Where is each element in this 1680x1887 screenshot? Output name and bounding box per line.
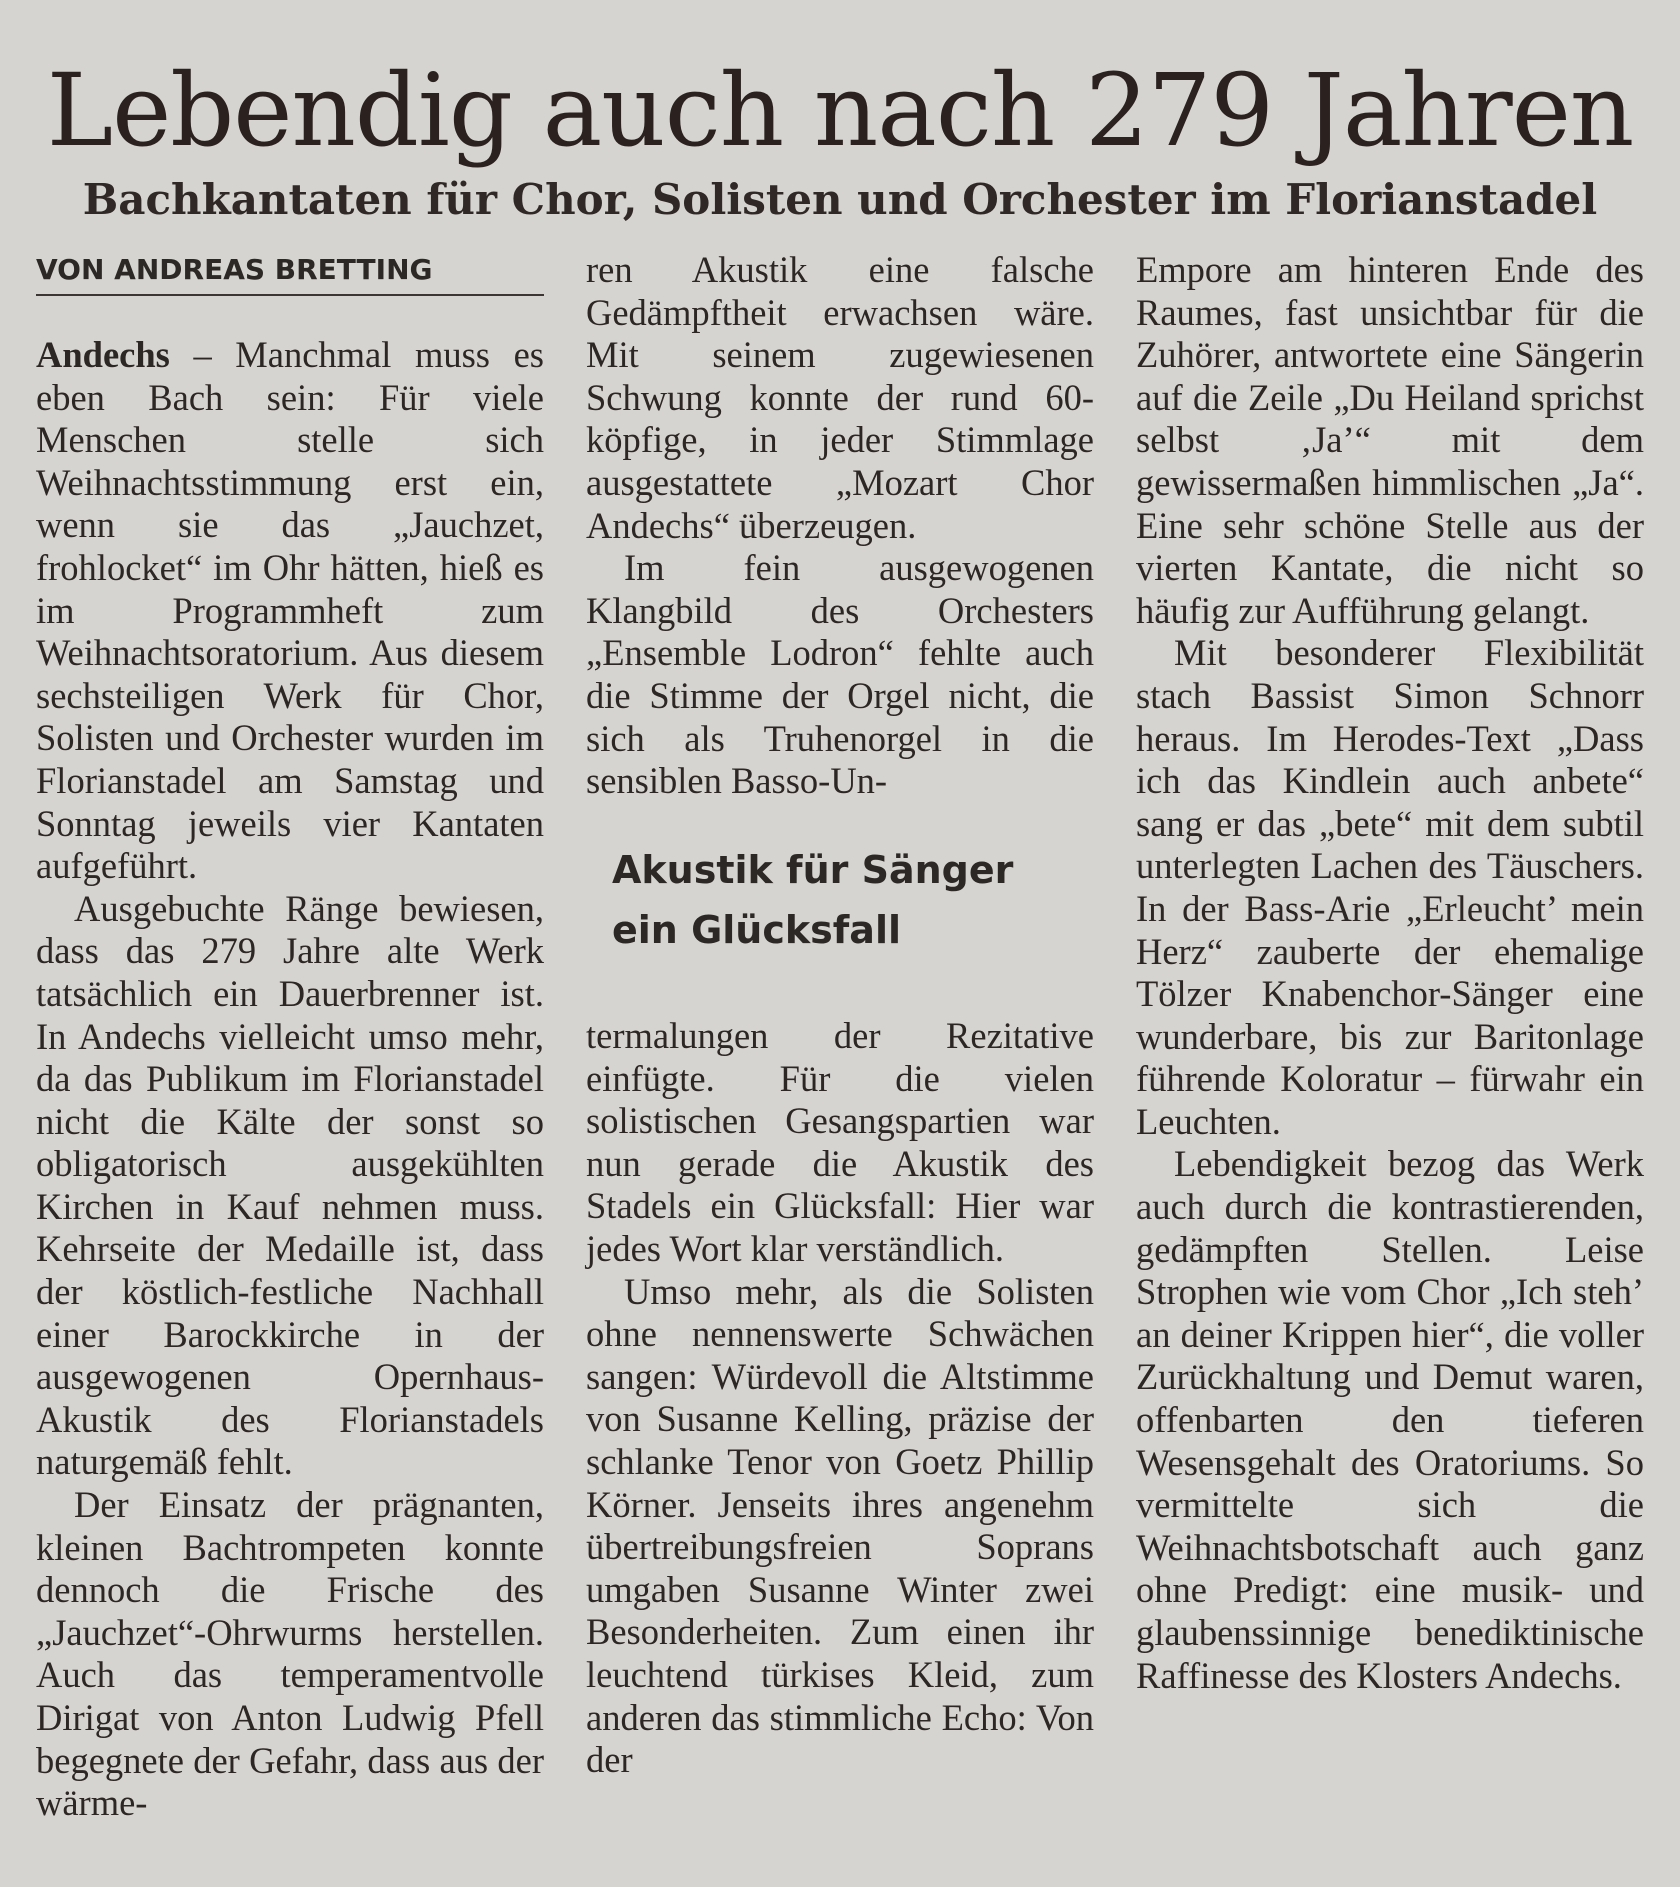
article-subheadline: Bachkantaten für Chor, Solisten und Orchester im Florianstadel	[82, 175, 1598, 224]
column-3	[1136, 249, 1644, 1697]
article-headline: Lebendig auch nach 279 Jahren	[46, 52, 1634, 169]
paragraph: Der Einsatz der prägnanten, kleinen Bachtrompeten konnte dennoch die Frische des „Jauchzet“-Ohrwurms herstellen. Auch das temperamentvolle Dirigat von Anton Ludwig Pfell begegnete der Gefahr, dass aus der wärme-	[36, 1484, 544, 1824]
paragraph	[36, 334, 544, 888]
paragraph: Im fein ausgewogenen Klangbild des Orchesters „Ensemble Lodron“ fehlte auch die Stimme der Orgel nicht, die sich als Truhenorgel in die sensiblen Basso-Un-	[586, 547, 1094, 802]
column-2-top	[586, 249, 1094, 803]
paragraph: Lebendigkeit bezog das Werk auch durch die kontrastierenden, gedämpften Stellen. Leise Strophen wie vom Chor „Ich steh’ an deiner Krippen hier“, die voller Zurückhaltung und Demut waren, offenbarten den tieferen Wesensgehalt des Oratoriums. So vermittelte sich die Weihnachtsbotschaft auch ganz ohne Predigt: eine musik- und glaubenssinnige benediktinische Raffinesse des Klosters Andechs.	[1136, 1143, 1644, 1696]
paragraph: Mit besonderer Flexibilität stach Bassist Simon Schnorr heraus. Im Herodes-Text „Dass ich das Kindlein auch anbete“ sang er das „bete“ mit dem subtil unterlegten Lachen des Täuschers. In der Bass-Arie „Erleucht’ mein Herz“ zauberte der ehemalige Tölzer Knabenchor-Sänger eine wunderbare, bis zur Baritonlage führende Koloratur – fürwahr ein Leuchten.	[1136, 632, 1644, 1142]
paragraph: Empore am hinteren Ende des Raumes, fast unsichtbar für die Zuhörer, antwortete eine Sängerin auf die Zeile „Du Heiland sprichst selbst ‚Ja’“ mit dem gewissermaßen himmlischen „Ja“. Eine sehr schöne Stelle aus der vierten Kantate, die nicht so häufig zur Aufführung gelangt.	[1136, 249, 1644, 631]
article-byline: VON ANDREAS BRETTING	[36, 250, 544, 296]
paragraph-text: – Manchmal muss es eben Bach sein: Für viele Menschen stelle sich Weihnachtsstimmung erst ein, wenn sie das „Jauchzet, frohlocket“ im Ohr hätten, hieß es im Programmheft zum Weihnachtsoratorium. Aus diesem sechsteiligen Werk für Chor, Solisten und Orchester wurden im Florianstadel am Samstag und Sonntag jeweils vier Kantaten aufgeführt.	[36, 334, 544, 887]
paragraph: Ausgebuchte Ränge bewiesen, dass das 279 Jahre alte Werk tatsächlich ein Dauerbrenner ist. In Andechs vielleicht umso mehr, da das Publikum im Florianstadel nicht die Kälte der sonst so obligatorisch ausgekühlten Kirchen in Kauf nehmen muss. Kehrseite der Medaille ist, dass der köstlich-festliche Nachhall einer Barockkirche in der ausgewogenen Opernhaus-Akustik des Florianstadels naturgemäß fehlt.	[36, 887, 544, 1483]
dateline: Andechs	[36, 334, 170, 375]
paragraph: termalungen der Rezitative einfügte. Für die vielen solistischen Gesangspartien war nun gerade die Akustik des Stadels ein Glücksfall: Hier war jedes Wort klar verständlich.	[586, 1015, 1094, 1269]
paragraph: Umso mehr, als die Solisten ohne nennenswerte Schwächen sangen: Würdevoll die Altstimme von Susanne Kelling, präzise der schlanke Tenor von Goetz Phillip Körner. Jenseits ihres angenehm übertreibungsfreien Soprans umgaben Susanne Winter zwei Besonderheiten. Zum einen ihr leuchtend türkises Kleid, zum anderen das stimmliche Echo: Von der	[586, 1270, 1094, 1781]
paragraph: ren Akustik eine falsche Gedämpftheit erwachsen wäre. Mit seinem zugewiesenen Schwung konnte der rund 60-köpfige, in jeder Stimmlage ausgestattete „Mozart Chor Andechs“ überzeugen.	[586, 249, 1094, 546]
column-2-bottom	[586, 1015, 1094, 1782]
section-subheading: Akustik für Sänger ein Glücksfall	[612, 848, 1014, 952]
column-1	[36, 334, 544, 1825]
